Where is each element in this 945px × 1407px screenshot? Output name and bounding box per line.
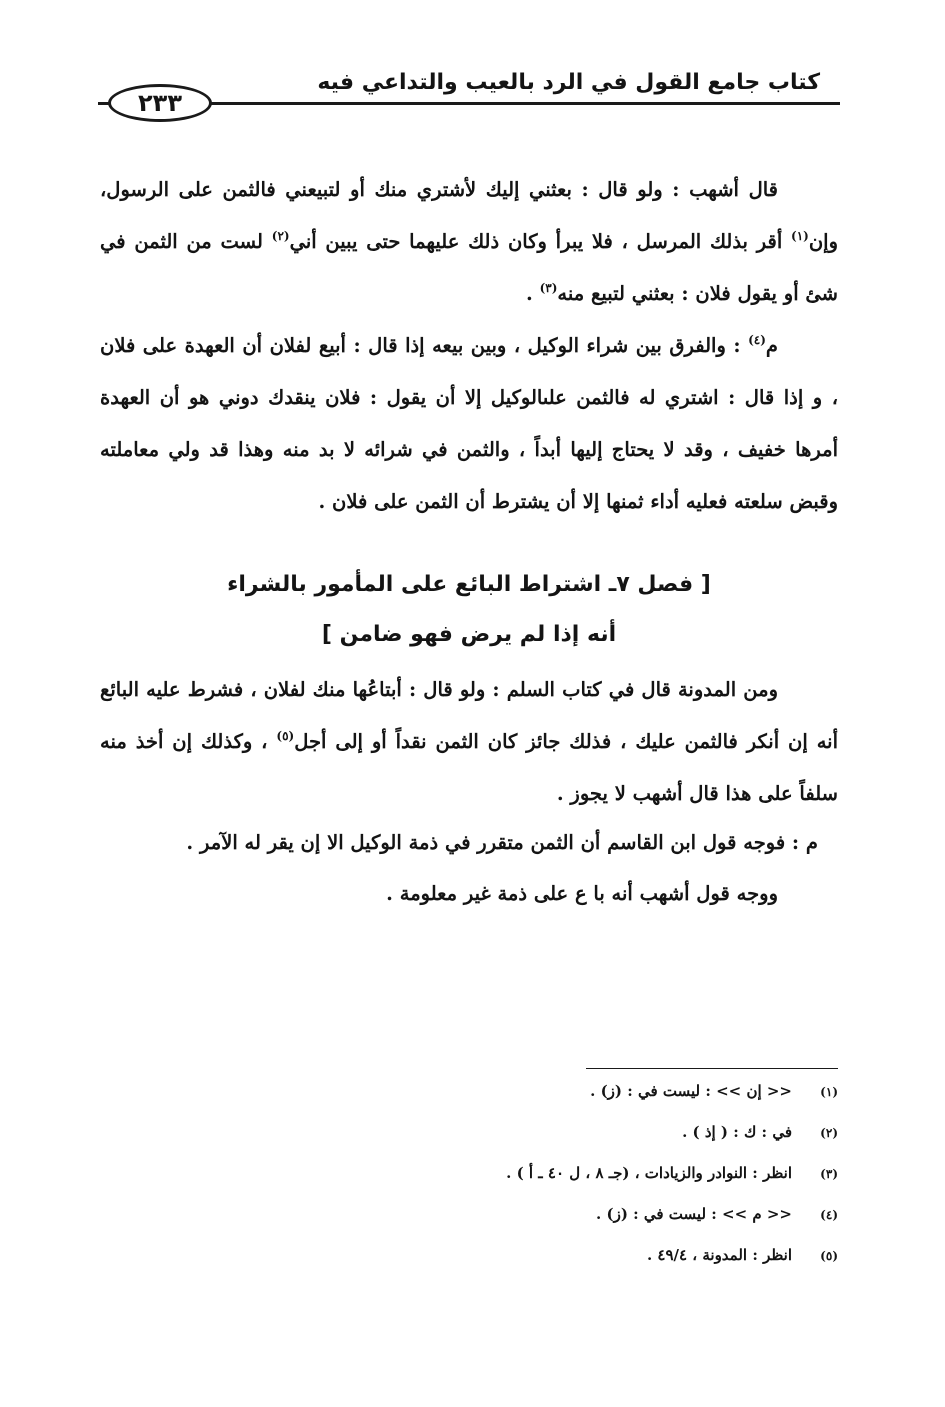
running-header: [98, 68, 840, 132]
footnote-text: << م >> : ليست في : (ز) .: [596, 1205, 792, 1223]
footnote-item: [300, 1082, 838, 1123]
body-text-bottom: [100, 664, 838, 922]
body-text-top: [100, 164, 838, 528]
footnote-separator: [586, 1068, 838, 1069]
footnote-item: [300, 1123, 838, 1164]
footnote-item: [300, 1246, 838, 1287]
footnote-item: [300, 1164, 838, 1205]
footnote-number: (٢): [820, 1126, 838, 1140]
footnote-item: [300, 1205, 838, 1246]
para3-text-a: ومن المدونة قال في كتاب السلم : ولو قال : أبتاعُها منك لفلان ، فشرط عليه البائع أنه إن أنكر فالثمن عليك ، فذلك جائز كان الثمن نقداً أو إلى أجل: [100, 678, 839, 753]
para2-text-b: : والفرق بين شراء الوكيل ، وبين بيعه إذا قال : أبيع لفلان أن العهدة على فلان ، و إذا قال : اشتري له فالثمن علىالوكيل إلا أن يقول : فلان ينقدك دوني هو أن العهدة أمرها خفيف ، وقد لا يحتاج إليها أبداً ، والثمن في شرائه لا بد منه وهذا قد ولي معاملته وقبض سلعته فعليه أداء ثمنها إلا أن يشترط أن الثمن على فلان .: [100, 334, 838, 513]
paragraph-2: [100, 320, 838, 528]
footnote-text: انظر : المدونة ، ٤٩/٤ .: [646, 1246, 792, 1264]
footnote-ref-2: (٢): [271, 229, 290, 243]
para5-text: ووجه قول أشهب أنه با ع على ذمة غير معلومة .: [386, 882, 778, 905]
paragraph-4: [100, 820, 838, 866]
footnote-ref-4: (٤): [748, 333, 766, 347]
para3-text-b: ، وكذلك إن أخذ منه سلفاً على هذا قال أشهب لا يجوز .: [100, 730, 838, 805]
paragraph-5: [100, 866, 838, 922]
footnote-text: انظر : النوادر والزيادات ، (جـ ٨ ، ل ٤٠ ـ أ ) .: [506, 1164, 792, 1182]
footnote-text: << إن >> : ليست في : (ز) .: [590, 1082, 792, 1100]
book-title: كتاب جامع القول في الرد بالعيب والتداعي فيه: [317, 70, 820, 95]
para1-text-a: قال أشهب : ولو قال : بعثني إليك لأشتري منك أو لتبيعني فالثمن على الرسول، وإن: [100, 178, 838, 253]
para2-text-a: م: [765, 334, 778, 357]
paragraph-3: [100, 664, 838, 820]
footnote-number: (١): [820, 1085, 838, 1099]
page-number: ٢٣٣: [138, 89, 182, 117]
footnote-ref-1: (١): [791, 229, 809, 243]
footnote-ref-3: (٣): [539, 281, 558, 295]
para1-text-c: لست من الثمن في شئ أو يقول فلان : بعثني لتبيع منه: [100, 230, 838, 305]
section-heading-line2: أنه إذا لم يرض فهو ضامن ]: [321, 622, 617, 647]
footnote-number: (٥): [820, 1249, 838, 1263]
section-heading-line1: [ فصل ٧ـ اشتراط البائع على المأمور بالشراء: [227, 572, 711, 597]
footnote-number: (٣): [820, 1167, 838, 1181]
paragraph-1: [100, 164, 838, 320]
page-number-frame: [108, 84, 212, 122]
footnote-text: في : ك : ( إذ ) .: [682, 1123, 792, 1141]
footnote-ref-5: (٥): [276, 729, 295, 743]
para1-text-b: أقر بذلك المرسل ، فلا يبرأ وكان ذلك عليهما حتى يبين أني: [289, 230, 791, 253]
footnotes: [300, 1082, 838, 1287]
footnote-number: (٤): [820, 1208, 838, 1222]
para4-text: م : فوجه قول ابن القاسم أن الثمن متقرر في ذمة الوكيل الا إن يقر له الآمر .: [186, 831, 818, 854]
para1-text-d: .: [526, 282, 540, 305]
